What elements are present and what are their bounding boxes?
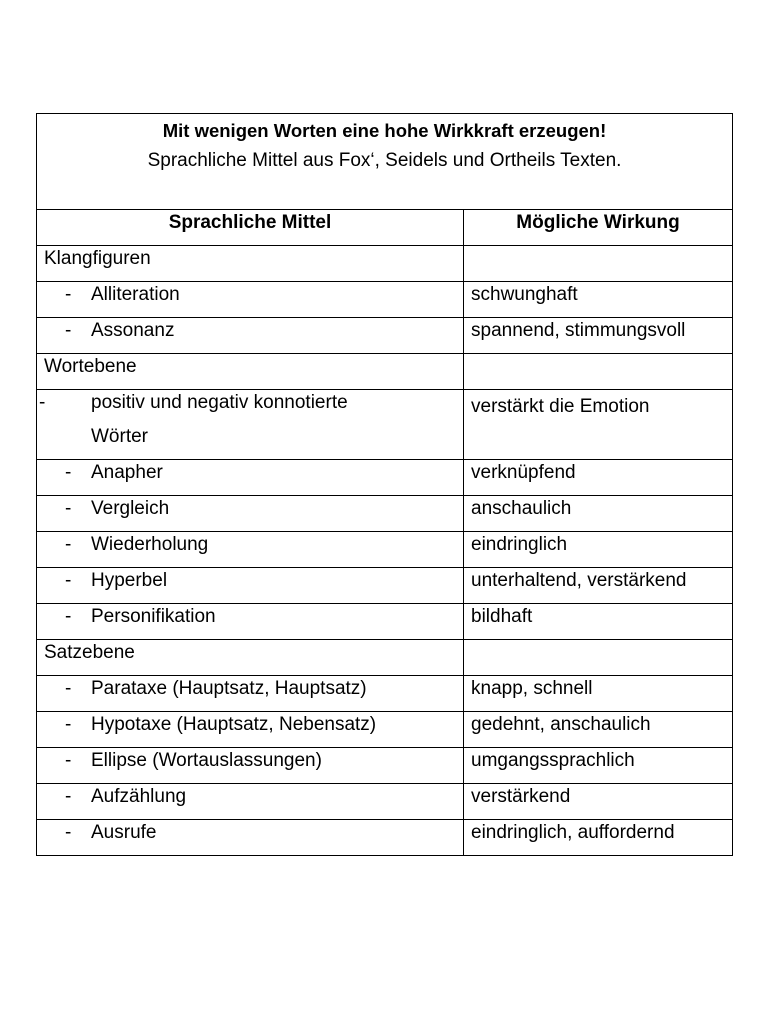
- device-entry: [65, 498, 169, 519]
- list-dash: -: [65, 678, 72, 699]
- list-dash: -: [65, 786, 72, 807]
- table-row: [37, 282, 733, 318]
- category-label: Wortebene: [37, 354, 464, 390]
- document-title: Mit wenigen Worten eine hohe Wirkkraft erzeugen!: [162, 120, 607, 141]
- category-effect-empty: [464, 354, 733, 390]
- table-row: [37, 496, 733, 532]
- device-cell: [37, 568, 464, 604]
- list-dash: -: [39, 392, 46, 413]
- column-header-devices: Sprachliche Mittel: [37, 210, 464, 246]
- device-entry: [65, 822, 156, 843]
- category-row: [37, 246, 733, 282]
- device-entry: [65, 678, 367, 699]
- device-cell: [37, 748, 464, 784]
- list-dash: -: [65, 534, 72, 555]
- effect-cell: gedehnt, anschaulich: [464, 712, 733, 748]
- device-cell: [37, 712, 464, 748]
- device-cell: [37, 820, 464, 856]
- table-row: [37, 460, 733, 496]
- effect-cell: unterhaltend, verstärkend: [464, 568, 733, 604]
- effect-cell: verknüpfend: [464, 460, 733, 496]
- list-dash: -: [65, 750, 72, 771]
- device-name: Ausrufe: [91, 822, 157, 843]
- device-cell: [37, 532, 464, 568]
- effect-cell: eindringlich: [464, 532, 733, 568]
- device-name: Hypotaxe (Hauptsatz, Nebensatz): [91, 714, 377, 735]
- category-effect-empty: [464, 640, 733, 676]
- category-label: Klangfiguren: [37, 246, 464, 282]
- device-cell: [37, 318, 464, 354]
- device-entry: [65, 320, 174, 341]
- device-entry: [65, 284, 180, 305]
- device-name: Anapher: [91, 462, 163, 483]
- effect-cell: umgangssprachlich: [464, 748, 733, 784]
- device-entry: [65, 750, 322, 771]
- device-cell: [37, 390, 464, 460]
- table-row: [37, 784, 733, 820]
- table-row: [37, 712, 733, 748]
- device-cell: [37, 496, 464, 532]
- device-name: positiv und negativ konnotierte Wörter: [91, 392, 348, 447]
- device-name: Parataxe (Hauptsatz, Hauptsatz): [91, 678, 367, 699]
- list-dash: -: [65, 320, 72, 341]
- table-row: [37, 318, 733, 354]
- device-name: Vergleich: [91, 498, 170, 519]
- table-row: [37, 390, 733, 460]
- device-cell: [37, 282, 464, 318]
- table-row: [37, 604, 733, 640]
- device-name: Personifikation: [91, 606, 216, 627]
- table-row: [37, 820, 733, 856]
- effect-cell: knapp, schnell: [464, 676, 733, 712]
- category-label: Satzebene: [37, 640, 464, 676]
- list-dash: -: [65, 284, 72, 305]
- stylistic-devices-table: [36, 113, 733, 856]
- category-row: [37, 640, 733, 676]
- list-dash: -: [65, 714, 72, 735]
- list-dash: -: [65, 498, 72, 519]
- device-name: Alliteration: [91, 284, 180, 305]
- effect-cell: eindringlich, auffordernd: [464, 820, 733, 856]
- list-dash: -: [65, 822, 72, 843]
- device-entry: [65, 714, 376, 735]
- device-name: Aufzählung: [91, 786, 187, 807]
- table-row: [37, 568, 733, 604]
- effect-cell: bildhaft: [464, 604, 733, 640]
- column-header-effects: Mögliche Wirkung: [464, 210, 733, 246]
- device-cell: [37, 460, 464, 496]
- device-name: Wiederholung: [91, 534, 209, 555]
- table-header-cell: [37, 114, 733, 210]
- list-dash: -: [65, 462, 72, 483]
- category-effect-empty: [464, 246, 733, 282]
- device-entry: [65, 534, 208, 555]
- device-cell: [37, 784, 464, 820]
- list-dash: -: [65, 606, 72, 627]
- device-entry: [65, 786, 186, 807]
- document-subtitle: Sprachliche Mittel aus Fox‘, Seidels und Ortheils Texten.: [147, 150, 622, 171]
- device-entry: [65, 570, 167, 591]
- device-cell: [37, 604, 464, 640]
- device-name: Hyperbel: [91, 570, 168, 591]
- table-row: [37, 676, 733, 712]
- device-entry: [65, 462, 163, 483]
- list-dash: -: [65, 570, 72, 591]
- device-name: Assonanz: [91, 320, 175, 341]
- device-entry: [65, 606, 216, 627]
- effect-cell: verstärkend: [464, 784, 733, 820]
- effect-cell: anschaulich: [464, 496, 733, 532]
- table-header-row: [37, 114, 733, 210]
- category-row: [37, 354, 733, 390]
- device-name: Ellipse (Wortauslassungen): [91, 750, 322, 771]
- effect-cell: spannend, stimmungsvoll: [464, 318, 733, 354]
- table-row: [37, 748, 733, 784]
- device-entry: [39, 386, 463, 454]
- effect-cell: schwunghaft: [464, 282, 733, 318]
- table-row: [37, 532, 733, 568]
- device-cell: [37, 676, 464, 712]
- effect-cell: verstärkt die Emotion: [464, 390, 733, 460]
- column-header-row: [37, 210, 733, 246]
